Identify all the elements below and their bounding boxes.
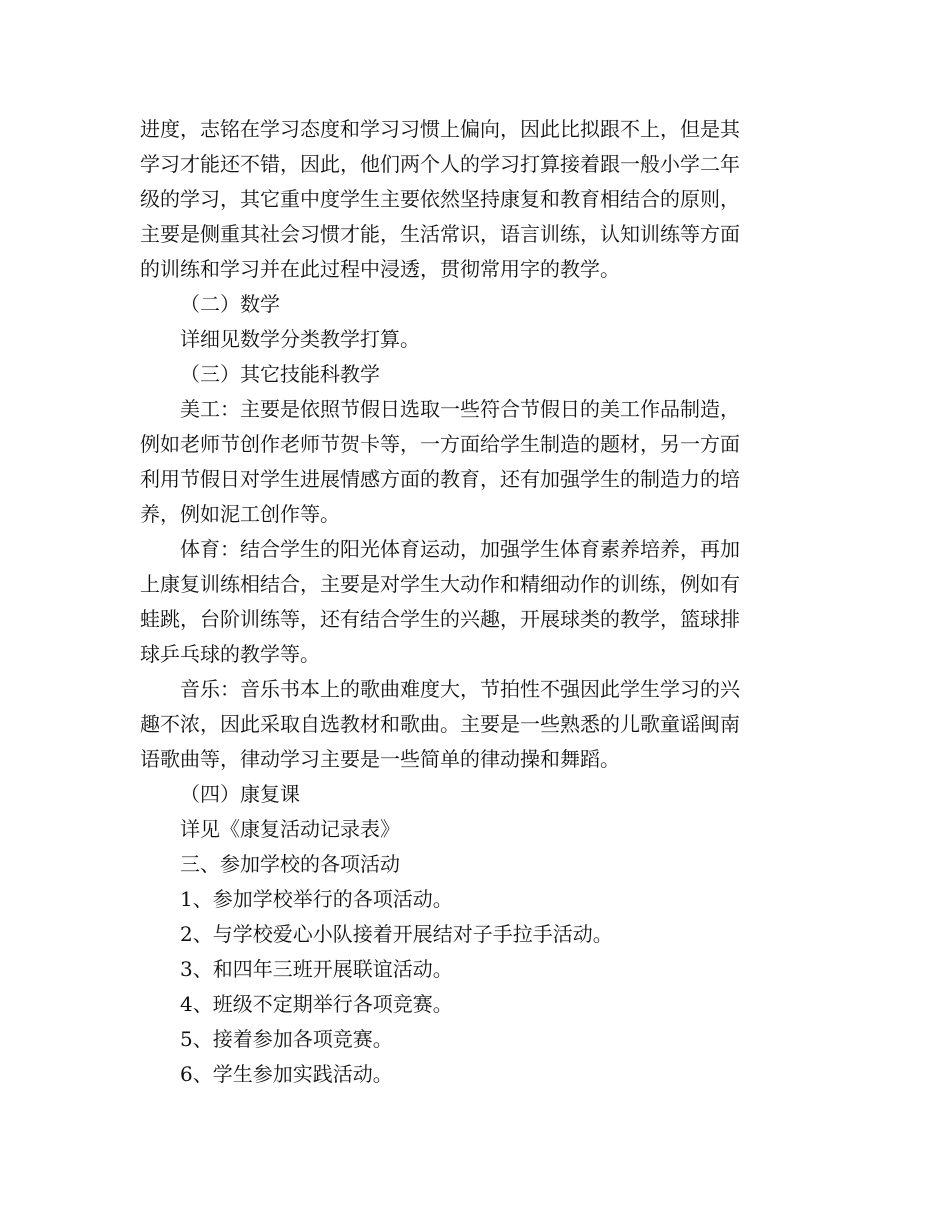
text-line: 例如老师节创作老师节贺卡等，一方面给学生制造的题材，另一方面: [140, 432, 740, 456]
list-item: [140, 952, 812, 987]
list-item: [140, 987, 812, 1022]
text-line: 级的学习，其它重中度学生主要依然坚持康复和教育相结合的原则，: [140, 187, 740, 211]
text-line: 1、参加学校举行的各项活动。: [180, 887, 453, 911]
text-line: 3、和四年三班开展联谊活动。: [180, 957, 453, 981]
text-line: 4、班级不定期举行各项竞赛。: [180, 992, 453, 1016]
text-line: 体育：结合学生的阳光体育运动，加强学生体育素养培养，再加: [180, 537, 740, 561]
text-line: 详见《康复活动记录表》: [180, 817, 400, 841]
paragraph-math-detail: [140, 322, 812, 357]
text-line: 趣不浓，因此采取自选教材和歌曲。主要是一些熟悉的儿歌童谣闽南: [140, 712, 740, 736]
text-line: （四）康复课: [180, 782, 300, 806]
document-body: [140, 112, 812, 1092]
text-line: 学习才能还不错，因此，他们两个人的学习打算接着跟一般小学二年: [140, 152, 740, 176]
paragraph-music: [140, 672, 812, 777]
text-line: （二）数学: [180, 292, 280, 316]
text-line: 2、与学校爱心小队接着开展结对子手拉手活动。: [180, 922, 613, 946]
text-line: 详细见数学分类教学打算。: [180, 327, 420, 351]
text-line: 养，例如泥工创作等。: [140, 502, 340, 526]
text-line: 语歌曲等，律动学习主要是一些简单的律动操和舞蹈。: [140, 747, 620, 771]
text-line: 主要是侧重其社会习惯才能，生活常识，语言训练，认知训练等方面: [140, 222, 740, 246]
list-item: [140, 1057, 812, 1092]
text-line: 利用节假日对学生进展情感方面的教育，还有加强学生的制造力的培: [140, 467, 740, 491]
text-line: 上康复训练相结合，主要是对学生大动作和精细动作的训练，例如有: [140, 572, 740, 596]
text-line: 6、学生参加实践活动。: [180, 1062, 393, 1086]
text-line: 的训练和学习并在此过程中浸透，贯彻常用字的教学。: [140, 257, 620, 281]
paragraph-art: [140, 392, 812, 532]
paragraph-pe: [140, 532, 812, 672]
heading-math: [140, 287, 812, 322]
heading-other-skills: [140, 357, 812, 392]
list-item: [140, 1022, 812, 1057]
list-item: [140, 917, 812, 952]
heading-school-activities: [140, 847, 812, 882]
text-line: 5、接着参加各项竞赛。: [180, 1027, 393, 1051]
text-line: 蛙跳，台阶训练等，还有结合学生的兴趣，开展球类的教学，篮球排: [140, 607, 740, 631]
text-line: 音乐：音乐书本上的歌曲难度大，节拍性不强因此学生学习的兴: [180, 677, 740, 701]
paragraph-chinese-progress: [140, 112, 812, 287]
text-line: 三、参加学校的各项活动: [180, 852, 400, 876]
text-line: （三）其它技能科教学: [180, 362, 380, 386]
text-line: 进度，志铭在学习态度和学习习惯上偏向，因此比拟跟不上，但是其: [140, 117, 740, 141]
heading-rehab: [140, 777, 812, 812]
list-item: [140, 882, 812, 917]
paragraph-rehab-detail: [140, 812, 812, 847]
text-line: 球乒乓球的教学等。: [140, 642, 320, 666]
text-line: 美工：主要是依照节假日选取一些符合节假日的美工作品制造，: [180, 397, 740, 421]
